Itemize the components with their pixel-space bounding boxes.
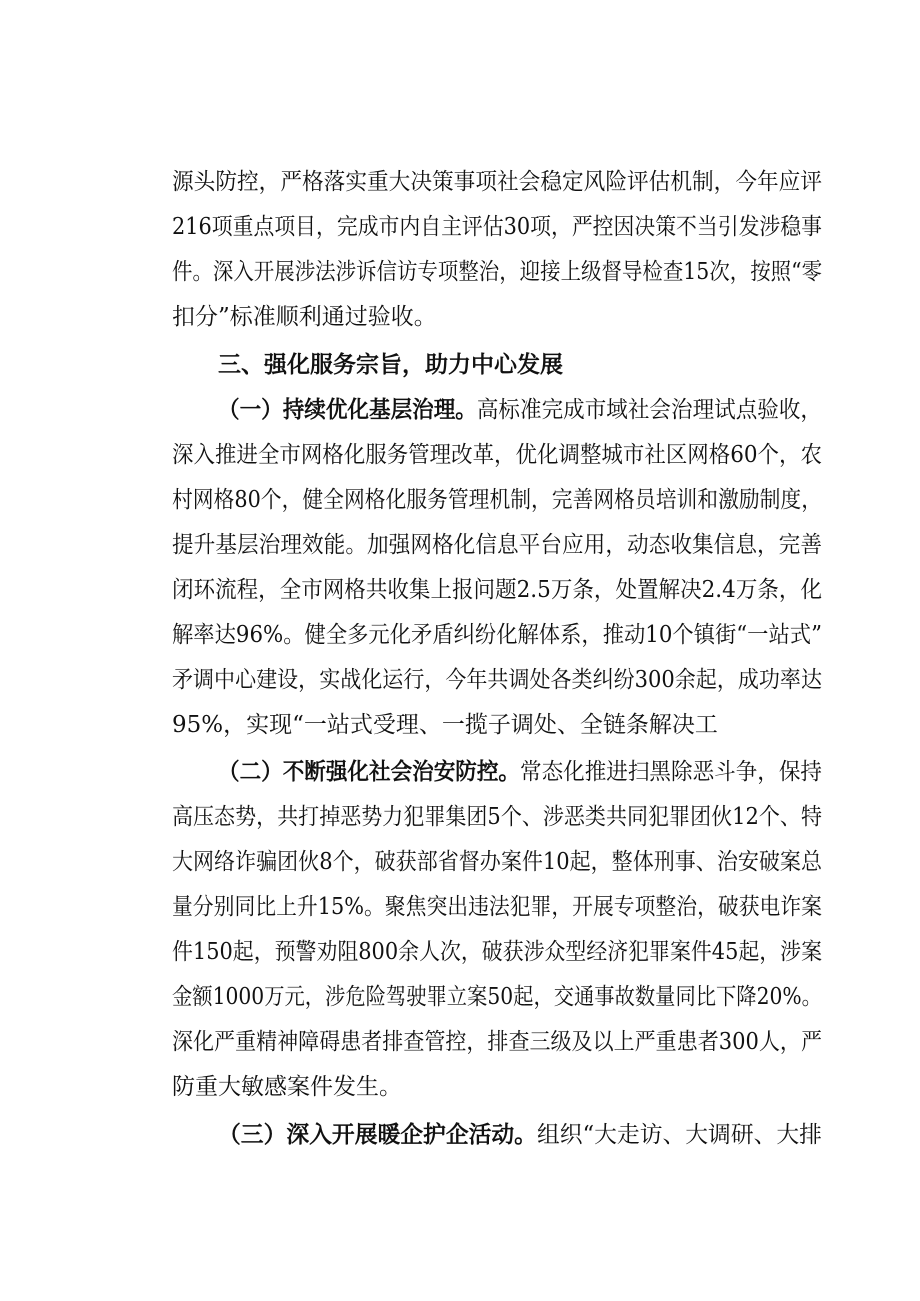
line-text: 量分别同比上升15%。聚焦突出违法犯罪，开展专项整治，破获电诈案 [172, 894, 822, 920]
paragraph-line-2 [0, 207, 920, 247]
paragraph-line-3 [0, 252, 920, 292]
line-text: 216项重点项目，完成市内自主评估30项，严控因决策不当引发涉稳事 [172, 214, 822, 240]
paragraph-line-4 [0, 297, 920, 337]
subheading-text: （一）持续优化基层治理。 [218, 396, 477, 423]
line-text: 扣分”标准顺利通过验收。 [172, 304, 437, 330]
paragraph-line-11 [0, 615, 920, 655]
line-text: 常态化推进扫黑除恶斗争，保持 [520, 759, 823, 785]
paragraph-line-7 [0, 435, 920, 475]
subheading-line-2 [0, 752, 920, 792]
line-text: 金额1000万元，涉危险驾驶罪立案50起，交通事故数量同比下降20%。 [172, 984, 822, 1010]
line-text: 防重大敏感案件发生。 [172, 1074, 402, 1100]
subheading-text: （二）不断强化社会治安防控。 [218, 758, 521, 785]
section-heading-text: 三、强化服务宗旨，助力中心发展 [218, 351, 563, 378]
line-text: 件。深入开展涉法涉诉信访专项整治，迎接上级督导检查15次，按照“零 [172, 259, 823, 285]
line-text: 村网格80个，健全网格化服务管理机制，完善网格员培训和激励制度， [172, 487, 823, 513]
line-text: 深化严重精神障碍患者排查管控，排查三级及以上严重患者300人，严 [172, 1029, 822, 1055]
paragraph-line-16 [0, 842, 920, 882]
paragraph-line-10 [0, 570, 920, 610]
line-text: 闭环流程，全市网格共收集上报问题2.5万条，处置解决2.4万条，化 [172, 577, 823, 603]
subheading-line-1 [0, 390, 920, 430]
line-text: 件150起，预警劝阻800余人次，破获涉众型经济犯罪案件45起，涉案 [172, 939, 823, 965]
subheading-text: （三）深入开展暖企护企活动。 [218, 1121, 537, 1148]
paragraph-line-19 [0, 977, 920, 1017]
subheading-line-3 [0, 1115, 920, 1155]
paragraph-line-8 [0, 480, 920, 520]
line-text: 高标准完成市域社会治理试点验收， [476, 397, 823, 423]
line-text: 深入推进全市网格化服务管理改革，优化调整城市社区网格60个，农 [172, 442, 822, 468]
line-text: 矛调中心建设，实战化运行，今年共调处各类纠纷300余起，成功率达 [172, 667, 822, 693]
line-text: 组织“大走访、大调研、大排 [536, 1122, 822, 1148]
paragraph-line-15 [0, 797, 920, 837]
paragraph-line-13 [0, 705, 920, 745]
paragraph-line-9 [0, 525, 920, 565]
section-heading-3 [0, 345, 920, 385]
paragraph-line-1 [0, 162, 920, 202]
line-text: 解率达96%。健全多元化矛盾纠纷化解体系，推动10个镇街“一站式” [172, 622, 822, 648]
line-text: 大网络诈骗团伙8个，破获部省督办案件10起，整体刑事、治安破案总 [172, 849, 822, 875]
paragraph-line-18 [0, 932, 920, 972]
line-text: 95%，实现“一站式受理、一揽子调处、全链条解决工 [172, 712, 718, 738]
paragraph-line-21 [0, 1067, 920, 1107]
paragraph-line-20 [0, 1022, 920, 1062]
line-text: 提升基层治理效能。加强网格化信息平台应用，动态收集信息，完善 [172, 532, 822, 558]
line-text: 源头防控，严格落实重大决策事项社会稳定风险评估机制，今年应评 [172, 169, 822, 195]
paragraph-line-17 [0, 887, 920, 927]
paragraph-line-12 [0, 660, 920, 700]
line-text: 高压态势，共打掉恶势力犯罪集团5个、涉恶类共同犯罪团伙12个、特 [172, 804, 822, 830]
